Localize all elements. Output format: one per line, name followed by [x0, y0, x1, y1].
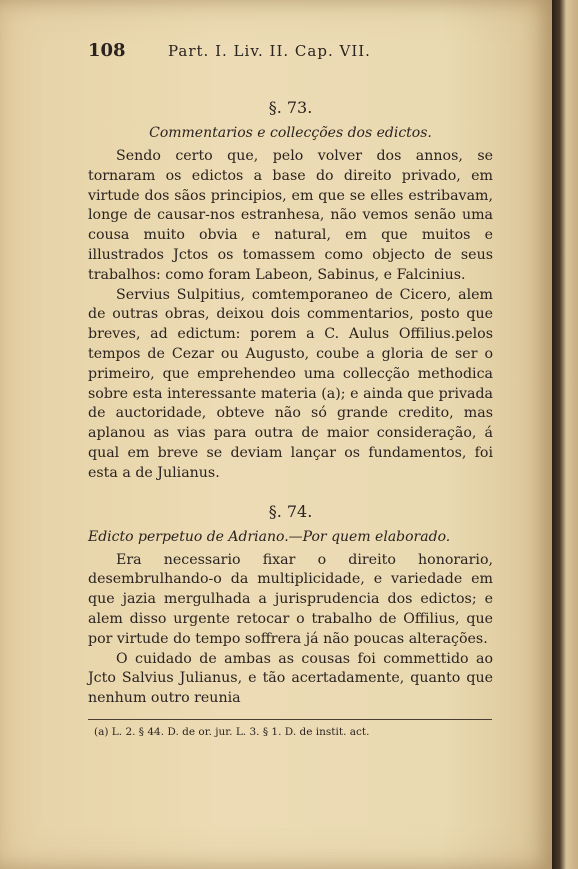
section-74-title: Edicto perpetuo de Adriano.—Por quem elaborado.: [88, 528, 451, 545]
paragraph: O cuidado de ambas as cousas foi commettido ao Jcto Salvius Julianus, e tão acertadamente, quanto que nenhum outro reunia: [88, 650, 493, 707]
footnote-rule: [88, 719, 492, 720]
page-number: 108: [88, 40, 126, 61]
paragraph: Sendo certo que, pelo volver dos annos, se tornaram os edictos a base do direito privado, em virtude dos sãos principios, em que se elles estribavam, longe de causar-nos estranhesa, não vemos senão uma cousa muito obvia e natural, em que muitos e illustrados Jctos os tomassem como objecto de seus trabalhos: como foram Labeon, Sabinus, e Falcinius.: [88, 148, 493, 283]
section-73-mark: §. 73.: [268, 98, 313, 117]
section-73-title: Commentarios e collecções dos edictos.: [149, 125, 432, 141]
paragraph: Era necessario fixar o direito honorario, desembrulhando-o da multiplicidade, e variedade em que jazia mergulhada a jurisprudencia dos edictos; e alem disso urgente retocar o trabalho de Offilius, que por virtude do tempo soffrera já não poucas alterações.: [88, 551, 493, 647]
section-74-mark: §. 74.: [268, 501, 313, 521]
running-head-title: Part. I. Liv. II. Cap. VII.: [168, 42, 371, 60]
page-text-block: [88, 40, 493, 738]
running-head: [88, 40, 493, 74]
book-gutter-edge: [552, 0, 578, 869]
paragraph: Servius Sulpitius, comtemporaneo de Cicero, alem de outras obras, deixou dois commentarios, posto que breves, ad edictum: porem a C. Aulus Offilius.pelos tempos de Cezar ou Augusto, coube a gloria de ser o primeiro, que emprehendeo uma collecção methodica sobre esta interessante materia (a); e ainda que privada de auctoridade, obteve não só grande credito, mas aplanou as vias para outra de maior consideração, á qual em breve se deviam lançar os fundamentos, foi esta a de Julianus.: [88, 286, 493, 481]
footnote: (a) L. 2. § 44. D. de or. jur. L. 3. § 1. D. de instit. act.: [94, 725, 370, 738]
